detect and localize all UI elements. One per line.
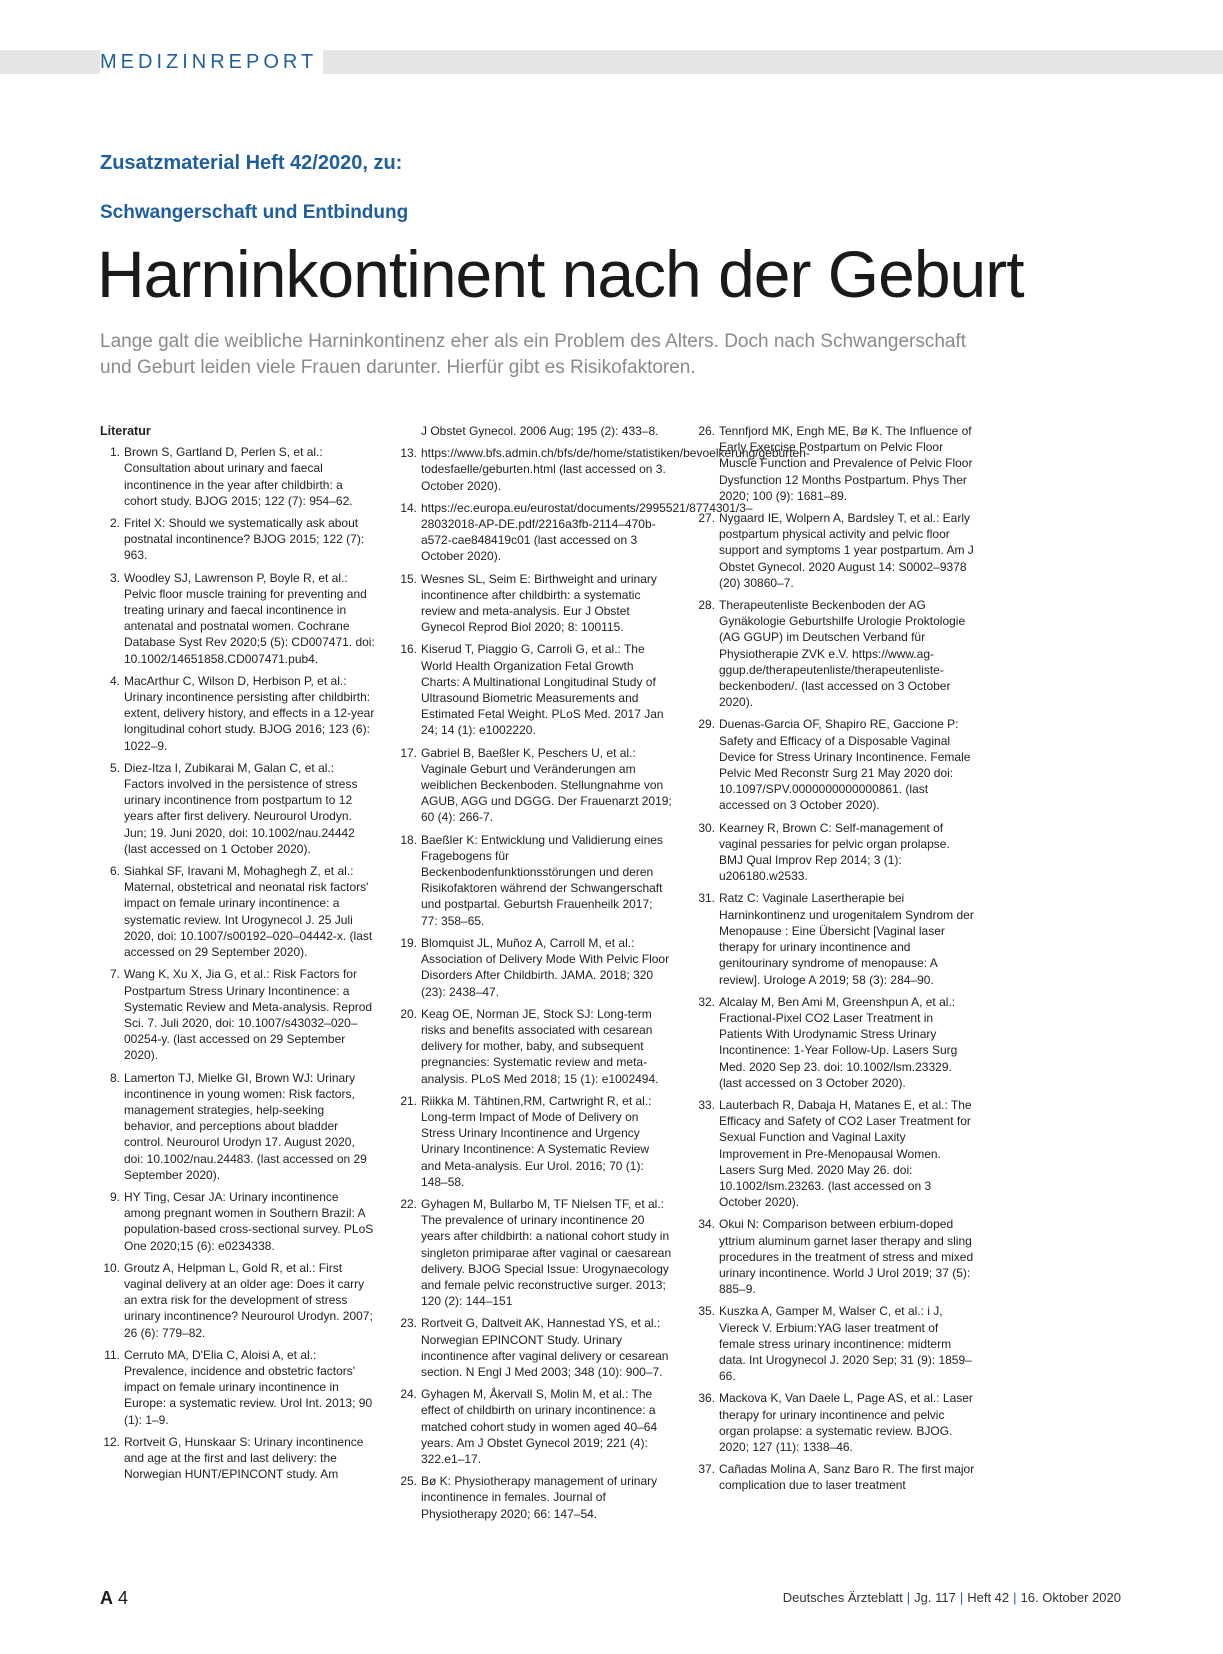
page-number	[100, 1588, 128, 1609]
reference-item	[695, 1461, 975, 1493]
reference-number: 24.	[400, 1387, 417, 1402]
reference-text: Kuszka A, Gamper M, Walser C, et al.: i J, Viereck V. Erbium:YAG laser treatment of female stress urinary incontinence: midterm data. Int Urogynecol J. 2020 Sep; 31 (9): 1859–66.	[719, 1304, 972, 1384]
reference-item	[100, 1260, 375, 1341]
reference-item	[695, 510, 975, 591]
reference-text: J Obstet Gynecol. 2006 Aug; 195 (2): 433–8.	[421, 424, 659, 438]
reference-text: Lamerton TJ, Mielke GI, Brown WJ: Urinary incontinence in young women: Risk factors, management strategies, help-seeking behavior, and perceptions about bladder control. Neurourol Urodyn 17. August 2020, doi: 10.1002/nau.24483. (last accessed on 29 September 2020).	[124, 1070, 367, 1182]
reference-number: 5.	[109, 760, 120, 775]
reference-number: 13.	[400, 446, 417, 461]
reference-item	[397, 571, 672, 636]
article-lead: Lange galt die weibliche Harninkontinenz eher als ein Problem des Alters. Doch nach Schwangerschaft und Geburt leiden viele Frauen darunter. Hierfür gibt es Risikofaktoren.	[100, 331, 967, 378]
reference-number: 28.	[698, 598, 715, 613]
reference-number: 23.	[400, 1316, 417, 1331]
reference-text: Cerruto MA, D'Elia C, Aloisi A, et al.: Prevalence, incidence and obstetric factors' impact on female urinary incontinence in Europe: a systematic review. Urol Int. 2013; 90 (1): 1–9.	[124, 1347, 373, 1427]
reference-text: Therapeutenliste Beckenboden der AG Gynäkologie Geburtshilfe Urologie Proktologie (AG GGUP) im Deutschen Verband für Physiotherapie ZVK e.V. https://www.ag-ggup.de/therapeutenliste/therapeutenliste-beckenboden/. (last accessed on 3 October 2020).	[719, 598, 966, 710]
reference-list-3	[695, 423, 975, 1494]
reference-item	[397, 1473, 672, 1522]
reference-number: 18.	[400, 832, 417, 847]
journal-volume: Jg. 117	[914, 1590, 956, 1605]
reference-text: Mackova K, Van Daele L, Page AS, et al.: Laser therapy for urinary incontinence and pelvic organ prolapse: a systematic review. BJOG. 2020; 127 (11): 1338–46.	[719, 1391, 973, 1454]
reference-text: Gyhagen M, Åkervall S, Molin M, et al.: The effect of childbirth on urinary incontinence: a matched cohort study in women aged 40–64 years. Am J Obstet Gynecol 2019; 221 (4): 322.e1–17.	[421, 1387, 658, 1466]
journal-date: 16. Oktober 2020	[1020, 1590, 1121, 1605]
reference-number: 29.	[698, 717, 715, 732]
reference-number: 9.	[109, 1189, 120, 1204]
reference-text: https://www.bfs.admin.ch/bfs/de/home/statistiken/bevoelkerung/geburten-todesfaelle/geburten.html (last accessed on 3. October 2020).	[421, 446, 810, 493]
reference-text: Bø K: Physiotherapy management of urinary incontinence in females. Journal of Physiotherapy 2020; 66: 147–54.	[421, 1474, 658, 1521]
reference-text: Woodley SJ, Lawrenson P, Boyle R, et al.: Pelvic floor muscle training for preventing and treating urinary and faecal incontinence in antenatal and postnatal women. Cochrane Database Syst Rev 2020;5 (5): CD007471. doi: 10.1002/14651858.CD007471.pub4.	[124, 570, 375, 666]
reference-number: 15.	[400, 571, 417, 586]
journal-issue: Heft 42	[967, 1590, 1010, 1605]
reference-text: MacArthur C, Wilson D, Herbison P, et al.: Urinary incontinence persisting after childbirth: extent, delivery history, and effects in a 12-year longitudinal cohort study. BJOG 2016; 123 (6): 1022–9.	[124, 673, 375, 753]
footer-separator: |	[906, 1590, 911, 1605]
reference-number: 20.	[400, 1006, 417, 1021]
reference-number: 33.	[698, 1097, 715, 1112]
reference-item	[397, 745, 672, 826]
page-letter: A	[100, 1588, 113, 1608]
reference-text: Gyhagen M, Bullarbo M, TF Nielsen TF, et al.: The prevalence of urinary incontinence 20 years after childbirth: a national cohort study in singleton primiparae after vaginal or caesarean delivery. BJOG Special Issue: Urogynaecology and female pelvic reconstructive surger. 2013; 120 (2): 144–151	[421, 1196, 672, 1309]
reference-number: 19.	[400, 935, 417, 950]
page-digit: 4	[118, 1588, 129, 1608]
reference-number: 7.	[109, 967, 120, 982]
reference-item	[695, 1303, 975, 1384]
reference-item	[695, 1097, 975, 1210]
reference-item	[100, 760, 375, 857]
reference-item	[100, 515, 375, 564]
reference-number: 1.	[109, 445, 120, 460]
reference-number: 32.	[698, 994, 715, 1009]
reference-number: 12.	[103, 1434, 120, 1449]
reference-text: https://ec.europa.eu/eurostat/documents/2995521/8774301/3–28032018-AP-DE.pdf/2216a3fb-2114–470b-a572-cae848419c01 (last accessed on 3 October 2020).	[421, 500, 753, 564]
reference-item	[397, 1006, 672, 1087]
reference-item	[100, 444, 375, 509]
reference-text: HY Ting, Cesar JA: Urinary incontinence among pregnant women in Southern Brazil: A population-based cross-sectional survey. PLoS One 2020;15 (6): e0234338.	[124, 1189, 374, 1253]
reference-item	[397, 1315, 672, 1380]
reference-text: Ratz C: Vaginale Lasertherapie bei Harninkontinenz und urogenitalem Syndrom der Menopause : Eine Übersicht [Vaginal laser therapy for urinary incontinence and genitourinary syndrome of menopause: A review]. Urologe A 2019; 58 (3): 284–90.	[719, 891, 974, 987]
reference-item	[100, 1189, 375, 1254]
reference-item	[397, 1386, 672, 1467]
reference-number: 16.	[400, 642, 417, 657]
reference-text: Kiserud T, Piaggio G, Carroli G, et al.: The World Health Organization Fetal Growth Charts: A Multinational Longitudinal Study of Ultrasound Biometric Measurements and Estimated Fetal Weight. PLoS Med. 2017 Jan 24; 14 (1): e1002220.	[421, 642, 664, 738]
reference-number: 2.	[109, 516, 120, 531]
reference-number: 34.	[698, 1217, 715, 1232]
reference-item	[100, 1347, 375, 1428]
reference-number: 31.	[698, 891, 715, 906]
reference-text: Riikka M. Tähtinen,RM, Cartwright R, et al.: Long-term Impact of Mode of Delivery on Stress Urinary Incontinence and Urgency Urinary Incontinence: A Systematic Review and Meta-analysis. Eur Urol. 2016; 70 (1): 148–58.	[421, 1093, 652, 1189]
reference-number: 3.	[109, 570, 120, 585]
reference-item	[695, 716, 975, 813]
reference-item	[695, 994, 975, 1091]
reference-item	[100, 570, 375, 667]
reference-number: 10.	[103, 1260, 120, 1275]
reference-number: 22.	[400, 1196, 417, 1211]
reference-item	[100, 1070, 375, 1183]
reference-number: 14.	[400, 500, 417, 515]
reference-text: Alcalay M, Ben Ami M, Greenshpun A, et al.: Fractional-Pixel CO2 Laser Treatment in Patients With Urodynamic Stress Urinary Incontinence: 1-Year Follow-Up. Lasers Surg Med. 2020 Sep 23. doi: 10.1002/lsm.23329. (last accessed on 3 October 2020).	[719, 994, 958, 1090]
reference-item	[397, 832, 672, 929]
reference-item	[100, 966, 375, 1063]
reference-text: Kearney R, Brown C: Self-management of vaginal pessaries for pelvic organ prolapse. BMJ Qual Improv Rep 2014; 3 (1): u206180.w2533.	[719, 820, 950, 884]
reference-item	[695, 820, 975, 885]
reference-list-1	[100, 444, 375, 1482]
references-column-1	[100, 423, 375, 1488]
reference-number: 25.	[400, 1474, 417, 1489]
reference-text: Wesnes SL, Seim E: Birthweight and urinary incontinence after childbirth: a systematic review and meta-analysis. Eur J Obstet Gynecol Reprod Biol 2020; 8: 100115.	[421, 571, 657, 635]
reference-text: Wang K, Xu X, Jia G, et al.: Risk Factors for Postpartum Stress Urinary Incontinence: a Systematic Review and Meta-analysis. Reprod Sci. 7. Juli 2020, doi: 10.1007/s43032–020–00254-y. (last accessed on 29 September 2020).	[124, 967, 373, 1063]
reference-item	[695, 890, 975, 987]
reference-text: Fritel X: Should we systematically ask about postnatal incontinence? BJOG 2015; 122 (7): 963.	[124, 516, 365, 563]
reference-item	[100, 1434, 375, 1483]
reference-text: Nygaard IE, Wolpern A, Bardsley T, et al.: Early postpartum physical activity and pelvic floor support and symptoms 1 year postpartum. Am J Obstet Gynecol. 2020 August 14: S0002–9378 (20) 30860–7.	[719, 511, 974, 590]
reference-text: Rortveit G, Hunskaar S: Urinary incontinence and age at the first and last delivery: the Norwegian HUNT/EPINCONT study. Am	[124, 1434, 364, 1482]
reference-text: Cañadas Molina A, Sanz Baro R. The first major complication due to laser treatment	[719, 1462, 975, 1493]
reference-text: Diez-Itza I, Zubikarai M, Galan C, et al.: Factors involved in the persistence of stress urinary incontinence from postpartum to 12 years after first delivery. Neurourol Urodyn. Jun; 19. Juni 2020, doi: 10.1002/nau.24442 (last accessed on 1 October 2020).	[124, 760, 358, 856]
reference-text: Gabriel B, Baeßler K, Peschers U, et al.: Vaginale Geburt und Veränderungen am weiblichen Beckenboden. Stellungnahme von AGUB, AGG und DGGG. Der Frauenarzt 2019; 60 (4): 266-7.	[421, 745, 672, 825]
reference-item	[397, 445, 810, 494]
reference-text: Blomquist JL, Muñoz A, Carroll M, et al.: Association of Delivery Mode With Pelvic Floor Disorders After Childbirth. JAMA. 2018; 320 (23): 2438–47.	[421, 935, 670, 999]
reference-number: 36.	[698, 1391, 715, 1406]
reference-text: Brown S, Gartland D, Perlen S, et al.: Consultation about urinary and faecal incontinence in the year after childbirth: a cohort study. BJOG 2015; 122 (7): 954–62.	[124, 445, 353, 508]
reference-text: Keag OE, Norman JE, Stock SJ: Long-term risks and benefits associated with cesarean delivery for mother, baby, and subsequent pregnancies: Systematic review and meta-analysis. PLoS Med 2018; 15 (1): e1002494.	[421, 1006, 659, 1086]
reference-number: 21.	[400, 1093, 417, 1108]
reference-text: Lauterbach R, Dabaja H, Matanes E, et al.: The Efficacy and Safety of CO2 Laser Treatment for Sexual Function and Vaginal Laxity Improvement in Pre-Menopausal Women. Lasers Surg Med. 2020 May 26. doi: 10.1002/lsm.23263. (last accessed on 3 October 2020).	[719, 1097, 972, 1210]
reference-item	[100, 863, 375, 960]
article-headline: Harninkontinent nach der Geburt	[97, 237, 1024, 311]
reference-number: 26.	[698, 424, 715, 438]
reference-number: 6.	[109, 864, 120, 879]
literature-heading: Literatur	[100, 424, 151, 438]
footer-separator: |	[959, 1590, 964, 1605]
reference-text: Baeßler K: Entwicklung und Validierung eines Fragebogens für Beckenbodenfunktionsstörungen und deren Risikofaktoren während der Schwangerschaft und postpartal. Geburtsh Frauenheilk 2017; 77: 358–65.	[421, 832, 663, 928]
reference-number: 11.	[104, 1347, 120, 1362]
footer-journal-info	[783, 1590, 1121, 1605]
reference-item	[397, 423, 672, 439]
section-label: MEDIZINREPORT	[100, 50, 323, 74]
reference-text: Siahkal SF, Iravani M, Mohaghegh Z, et al.: Maternal, obstetrical and neonatal risk factors' impact on female urinary incontinence: a systematic review. Int Urogynecol J. 25 Juli 2020, doi: 10.1007/s00192–020–04442-x. (last accessed on 29 September 2020).	[124, 864, 373, 960]
reference-number: 35.	[698, 1304, 715, 1319]
reference-item	[695, 597, 975, 710]
reference-item	[695, 1390, 975, 1455]
reference-number: 4.	[109, 673, 120, 688]
supplement-kicker: Zusatzmaterial Heft 42/2020, zu:	[100, 152, 403, 174]
reference-item	[100, 673, 375, 754]
reference-item	[397, 641, 672, 738]
reference-text: Duenas-Garcia OF, Shapiro RE, Gaccione P: Safety and Efficacy of a Disposable Vaginal Device for Stress Urinary Incontinence. Female Pelvic Med Reconstr Surg 21 May 2020 doi: 10.1097/SPV.0000000000000861. (last accessed on 3 October 2020).	[719, 717, 971, 813]
reference-text: Rortveit G, Daltveit AK, Hannestad YS, et al.: Norwegian EPINCONT Study. Urinary incontinence after vaginal delivery or cesarean section. N Engl J Med 2003; 348 (10): 900–7.	[421, 1316, 669, 1379]
footer-separator: |	[1013, 1590, 1017, 1605]
reference-item	[695, 423, 975, 504]
reference-item	[397, 1093, 672, 1190]
reference-number: 27.	[698, 511, 715, 526]
reference-text: Tennfjord MK, Engh ME, Bø K. The Influence of Early Exercise Postpartum on Pelvic Floor Muscle Function and Prevalence of Pelvic Floor Dysfunction 12 Months Postpartum. Phys Ther 2020; 100 (9): 1681–89.	[719, 424, 973, 503]
reference-number: 17.	[400, 745, 417, 760]
reference-text: Groutz A, Helpman L, Gold R, et al.: First vaginal delivery at an older age: Does it carry an extra risk for the development of stress urinary incontinence? Neurourol Urodyn. 2007; 26 (6): 779–82.	[124, 1260, 373, 1340]
reference-number: 8.	[109, 1070, 120, 1085]
reference-item	[397, 1196, 672, 1309]
references-column-3	[695, 423, 975, 1500]
reference-text: Okui N: Comparison between erbium-doped yttrium aluminum garnet laser therapy and sling procedures in the treatment of stress and mixed urinary incontinence. World J Urol 2019; 37 (5): 885–9.	[719, 1217, 974, 1297]
reference-number: 37.	[698, 1462, 715, 1477]
reference-item	[397, 935, 672, 1000]
reference-number: 30.	[698, 820, 715, 835]
reference-item	[695, 1216, 975, 1297]
journal-name: Deutsches Ärzteblatt	[782, 1590, 903, 1605]
topic-kicker: Schwangerschaft und Entbindung	[100, 202, 409, 223]
